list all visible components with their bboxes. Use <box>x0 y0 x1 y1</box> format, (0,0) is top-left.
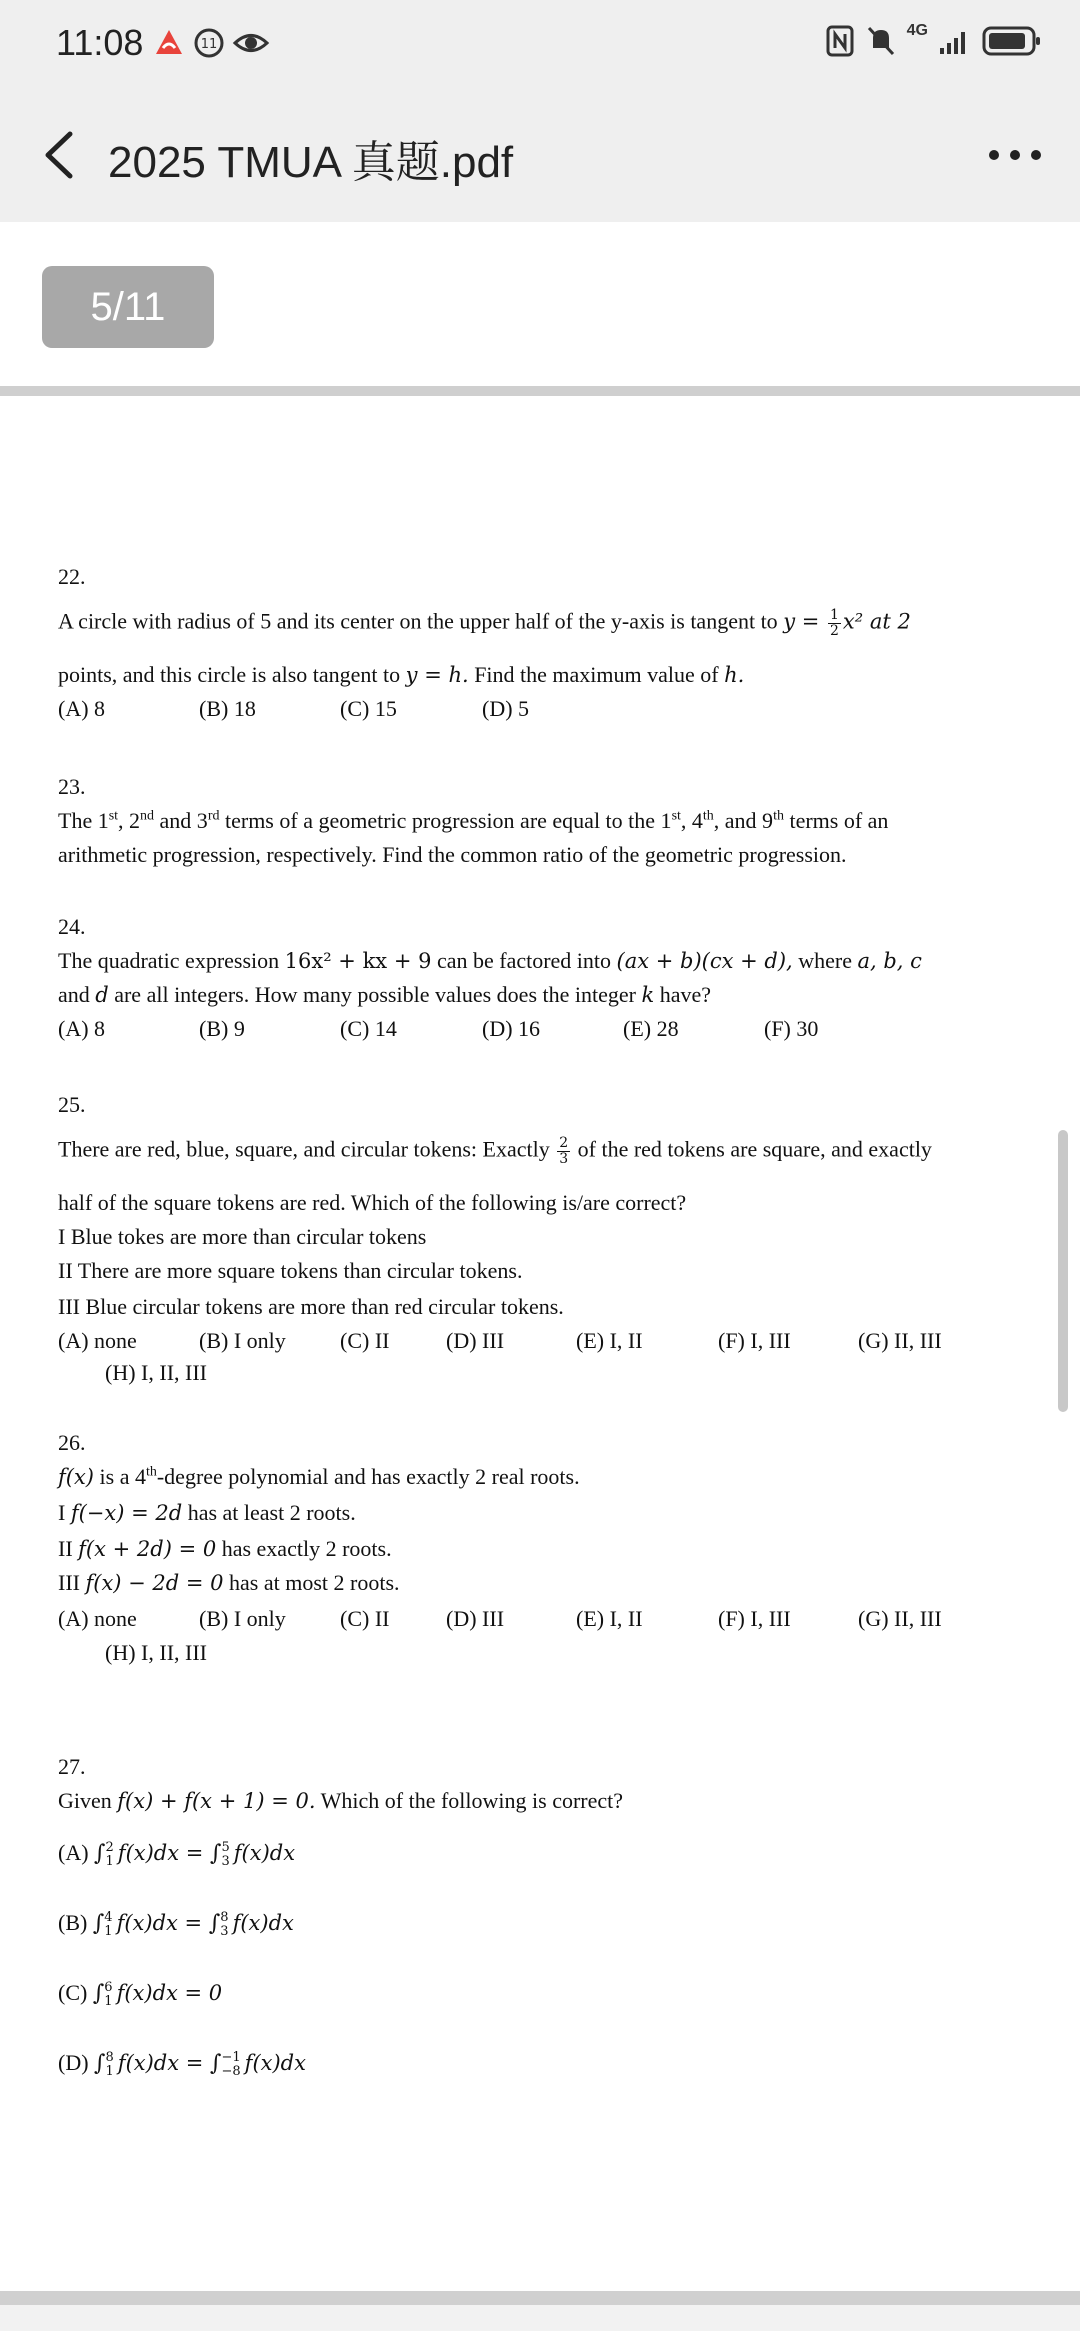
question-text-line: Given f(x) + f(x + 1) = 0. Which of the following is correct? <box>58 1788 624 1813</box>
fraction: $\frac{1}{2}$ <box>830 607 839 639</box>
question-text-line: arithmetic progression, respectively. Find the common ratio of the geometric progression. <box>58 842 847 867</box>
option: (B) I only <box>199 1606 286 1631</box>
option-d: (D) ∫ 8 1 f(x)dx = ∫ −1 −8 f(x)dx <box>58 2049 306 2079</box>
option: (F) I, III <box>718 1328 791 1353</box>
question-text-line: A circle with radius of 5 and its center on the upper half of the y-axis is tangent to y = $\frac{1}{2}$ x² at 2 <box>58 607 911 639</box>
chevron-left-icon <box>30 120 90 190</box>
signal-icon <box>938 24 972 58</box>
option: (H) I, II, III <box>105 1640 207 1665</box>
option: (F) I, III <box>718 1606 791 1631</box>
option: (G) II, III <box>858 1606 942 1631</box>
option-a: (A) ∫ 2 1 f(x)dx = ∫ 5 3 f(x)dx <box>58 1839 296 1869</box>
option: (A) none <box>58 1328 137 1353</box>
question-number: 26. <box>58 1430 86 1455</box>
page-indicator: 5/11 <box>42 266 214 348</box>
answer-options <box>58 1328 1018 1354</box>
question-text-line: There are red, blue, square, and circular tokens: Exactly $\frac{2}{3}$ of the red tokens are square, and exactly <box>58 1135 932 1167</box>
battery-icon <box>982 24 1042 58</box>
page-separator <box>0 386 1080 396</box>
option: (F) 30 <box>764 1016 819 1041</box>
option: (C) II <box>340 1328 390 1353</box>
statement: II There are more square tokens than circular tokens. <box>58 1258 523 1283</box>
notification-badge-icon <box>192 26 226 60</box>
status-bar <box>0 0 1080 86</box>
question-number: 23. <box>58 774 86 799</box>
question-text-line: The 1st, 2nd and 3rd terms of a geometric progression are equal to the 1st, 4th, and 9th terms of an <box>58 808 889 833</box>
question-text-line: points, and this circle is also tangent to y = h. Find the maximum value of h. <box>58 662 745 687</box>
option: (B) 18 <box>199 696 256 721</box>
option: (B) 9 <box>199 1016 245 1041</box>
question-number: 24. <box>58 914 86 939</box>
option: (D) III <box>446 1328 505 1353</box>
option: (A) 8 <box>58 1016 106 1041</box>
answer-options <box>58 696 1018 722</box>
status-left-icons <box>152 26 270 60</box>
option: (E) I, II <box>576 1328 643 1353</box>
option: (D) 16 <box>482 1016 541 1041</box>
svg-text:11: 11 <box>200 37 218 52</box>
option: (A) none <box>58 1606 137 1631</box>
statement: I Blue tokes are more than circular tokens <box>58 1224 427 1249</box>
statement: III Blue circular tokens are more than red circular tokens. <box>58 1294 564 1319</box>
question-number: 25. <box>58 1092 86 1117</box>
option-c: (C) ∫ 6 1 f(x)dx = 0 <box>58 1979 223 2009</box>
scrollbar[interactable] <box>1058 1130 1068 1412</box>
option: (D) 5 <box>482 696 530 721</box>
option: (B) I only <box>199 1328 286 1353</box>
page-indicator-area <box>0 222 1080 394</box>
question-text-line: half of the square tokens are red. Which of the following is/are correct? <box>58 1190 687 1215</box>
pdf-page <box>0 396 1080 2291</box>
option: (C) 14 <box>340 1016 397 1041</box>
network-label: 4G <box>906 22 928 39</box>
question-text-line: f(x) is a 4th-degree polynomial and has exactly 2 real roots. <box>58 1464 580 1489</box>
option: (E) I, II <box>576 1606 643 1631</box>
more-options-button[interactable] <box>980 130 1050 180</box>
status-right-icons <box>825 24 1042 58</box>
nfc-icon <box>825 24 855 58</box>
option: (C) II <box>340 1606 390 1631</box>
option: (D) III <box>446 1606 505 1631</box>
status-time: 11:08 <box>56 22 144 63</box>
answer-options <box>58 1016 1018 1042</box>
option: (E) 28 <box>623 1016 679 1041</box>
option-b: (B) ∫ 4 1 f(x)dx = ∫ 8 3 f(x)dx <box>58 1909 294 1939</box>
statement: II f(x + 2d) = 0 has exactly 2 roots. <box>58 1536 392 1561</box>
document-title: 2025 TMUA 真题.pdf <box>108 138 514 187</box>
page-separator <box>0 2291 1080 2305</box>
app-header <box>0 86 1080 222</box>
statement: I f(−x) = 2d has at least 2 roots. <box>58 1500 356 1525</box>
option: (G) II, III <box>858 1328 942 1353</box>
statement: III f(x) − 2d = 0 has at most 2 roots. <box>58 1570 400 1595</box>
mute-icon <box>865 24 897 58</box>
question-text-line: and d are all integers. How many possible values does the integer k have? <box>58 982 711 1007</box>
eye-icon <box>232 26 270 60</box>
option: (A) 8 <box>58 696 106 721</box>
notification-app-icon <box>152 26 186 60</box>
more-dots-icon <box>980 130 1050 180</box>
answer-options <box>58 1606 1018 1632</box>
question-number: 27. <box>58 1754 86 1779</box>
question-number: 22. <box>58 564 86 589</box>
back-button[interactable] <box>30 120 90 190</box>
option: (H) I, II, III <box>105 1360 207 1385</box>
question-text-line: The quadratic expression 16x² + kx + 9 can be factored into (ax + b)(cx + d), where a, b, c <box>58 948 922 973</box>
option: (C) 15 <box>340 696 397 721</box>
fraction: $\frac{2}{3}$ <box>559 1135 569 1167</box>
